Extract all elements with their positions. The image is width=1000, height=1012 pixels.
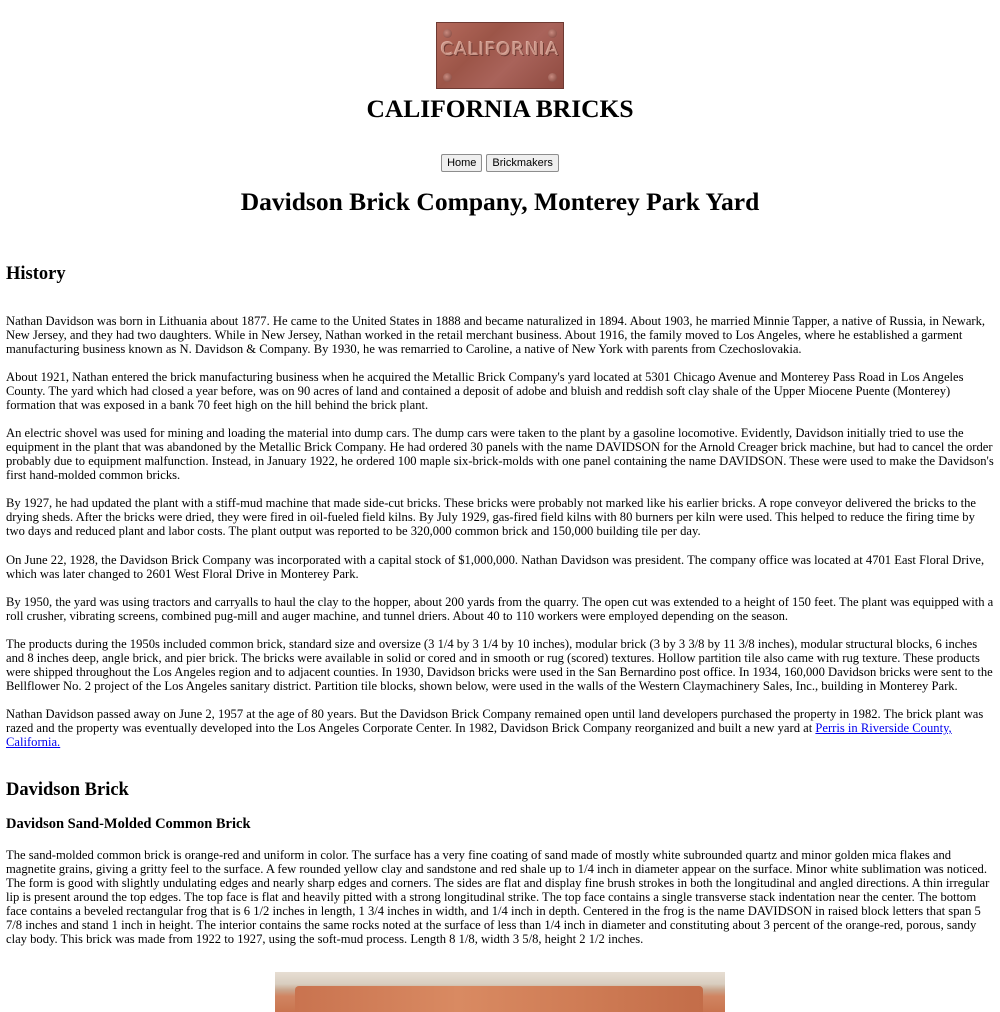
perris-yard-link[interactable]: Perris in Riverside County, California. bbox=[6, 721, 952, 749]
brickmakers-button[interactable]: Brickmakers bbox=[486, 154, 559, 172]
history-paragraph-1: Nathan Davidson was born in Lithuania about 1877. He came to the United States in 1888 and became naturalized in 1894. About 1903, he married Minnie Tapper, a native of Russia, in Newark, New Jersey, and they had two daughters. While in New Jersey, Nathan worked in the retail merchant business. About 1916, the family moved to Los Angeles, where he established a garment manufacturing business known as N. Davidson & Company. By 1930, he was remarried to Caroline, a native of New York with parents from Czechoslovakia. bbox=[6, 314, 986, 356]
sand-molded-brick-description: The sand-molded common brick is orange-red and uniform in color. The surface has a very fine coating of sand made of mostly white subrounded quartz and minor golden mica flakes and magnetite grains, giving a gritty feel to the surface. A few rounded yellow clay and sandstone and red shale up to 1/4 inch in diameter appear on the surface. Minor white sublimation was noticed. The form is good with slightly undulating edges and nearly sharp edges and corners. The sides are flat and display fine brush strokes in both the longitudinal and angled directions. A thin irregular lip is present around the top edges. The top face is flat and heavily pitted with a strong longitudinal strike. The top face contains a single transverse stack indentation near the center. The bottom face contains a beveled rectangular frog that is 6 1/2 inches in length, 1 3/4 inches in width, and 1/4 inch in depth. Centered in the frog is the name DAVIDSON in raised block letters that span 5 7/8 inches and stand 1 inch in height. The interior contains the same rocks noted at the surface of less than 1/4 inch in diameter and constituting about 3 percent of the orange-red, porous, sandy clay body. This brick was made from 1922 to 1927, using the soft-mud process. Length 8 1/8, width 3 5/8, height 2 1/2 inches. bbox=[6, 848, 990, 946]
california-brick-logo bbox=[436, 22, 564, 89]
logo-rivet-top-left bbox=[443, 29, 452, 38]
history-paragraph-4: By 1927, he had updated the plant with a stiff-mud machine that made side-cut bricks. These bricks were probably not marked like his earlier bricks. A rope conveyor delivered the bricks to the drying sheds. After the bricks were dried, they were fired in oil-fueled field kilns. By July 1929, gas-fired field kilns with 80 burners per kiln were used. This helped to reduce the firing time by two days and reduced plant and labor costs. The plant output was reported to be 320,000 common brick and 150,000 building tile per day. bbox=[6, 496, 977, 538]
page-title: Davidson Brick Company, Monterey Park Yard bbox=[240, 187, 760, 216]
history-paragraph-7: The products during the 1950s included common brick, standard size and oversize (3 1/4 by 3 1/4 by 10 inches), modular brick (3 by 3 3/8 by 11 3/8 inches), modular structural blocks, 6 inches and 8 inches deep, angle brick, and pier brick. The bricks were available in solid or cored and in smooth or rug (scored) textures. Hollow partition tile also came with rug texture. These products were shipped throughout the Los Angeles region and to adjacent counties. In 1930, Davidson bricks were used in the San Bernardino post office. In 1934, 160,000 Davidson bricks were sent to the Bellflower No. 2 project of the Los Angeles sanitary district. Partition tile blocks, shown below, were used in the walls of the Western Claymachinery Sales, Inc., building in Monterey Park. bbox=[6, 637, 993, 693]
davidson-brick-heading: Davidson Brick bbox=[6, 780, 129, 800]
history-paragraph-8-text: Nathan Davidson passed away on June 2, 1957 at the age of 80 years. But the Davidson Brick Company remained open until land developers purchased the property in 1982. The brick plant was razed and the property was eventually developed into the Los Angeles Corporate Center. In 1982, Davidson Brick Company reorganized and built a new yard at bbox=[6, 707, 984, 735]
history-paragraph-2: About 1921, Nathan entered the brick manufacturing business when he acquired the Metallic Brick Company's yard located at 5301 Chicago Avenue and Monterey Pass Road in Los Angeles County. The yard which had closed a year before, was on 90 acres of land and contained a deposit of adobe and bluish and reddish soft clay shale of the Upper Miocene Puente (Monterey) formation that was exposed in a bank 70 feet high on the hill behind the brick plant. bbox=[6, 370, 964, 412]
history-paragraph-6: By 1950, the yard was using tractors and carryalls to haul the clay to the hopper, about 200 yards from the quarry. The open cut was extended to a height of 150 feet. The plant was equipped with a roll crusher, vibrating screens, combined pug-mill and auger machine, and tunnel driers. About 40 to 110 workers were employed depending on the season. bbox=[6, 595, 994, 623]
history-paragraph-5: On June 22, 1928, the Davidson Brick Company was incorporated with a capital stock of $1,000,000. Nathan Davidson was president. The company office was located at 4701 East Floral Drive, which was later changed to 2601 West Floral Drive in Monterey Park. bbox=[6, 553, 985, 581]
brick-face bbox=[295, 986, 703, 1012]
history-paragraph-3: An electric shovel was used for mining and loading the material into dump cars. The dump cars were taken to the plant by a gasoline locomotive. Evidently, Davidson initially tried to use the equipment in the plant that was abandoned by the Metallic Brick Company. He had ordered 30 panels with the name DAVIDSON for the Arnold Creager brick machine, but had to cancel the order probably due to equipment malfunction. Instead, in January 1922, he ordered 100 maple six-brick-molds with one panel containing the name DAVIDSON. These were used to make the Davidson's first hand-molded common bricks. bbox=[6, 426, 994, 482]
main-nav bbox=[0, 154, 1000, 173]
logo-text: CALIFORNIA bbox=[440, 39, 560, 60]
home-button[interactable]: Home bbox=[441, 154, 482, 172]
logo-rivet-bottom-right bbox=[548, 73, 557, 82]
history-heading: History bbox=[6, 264, 66, 284]
history-paragraph-8 bbox=[6, 707, 994, 749]
sand-molded-brick-subheading: Davidson Sand-Molded Common Brick bbox=[6, 816, 251, 832]
logo-rivet-top-right bbox=[548, 29, 557, 38]
logo-rivet-bottom-left bbox=[443, 73, 452, 82]
davidson-brick-photo bbox=[275, 972, 725, 1012]
site-title: CALIFORNIA BRICKS bbox=[366, 94, 634, 123]
